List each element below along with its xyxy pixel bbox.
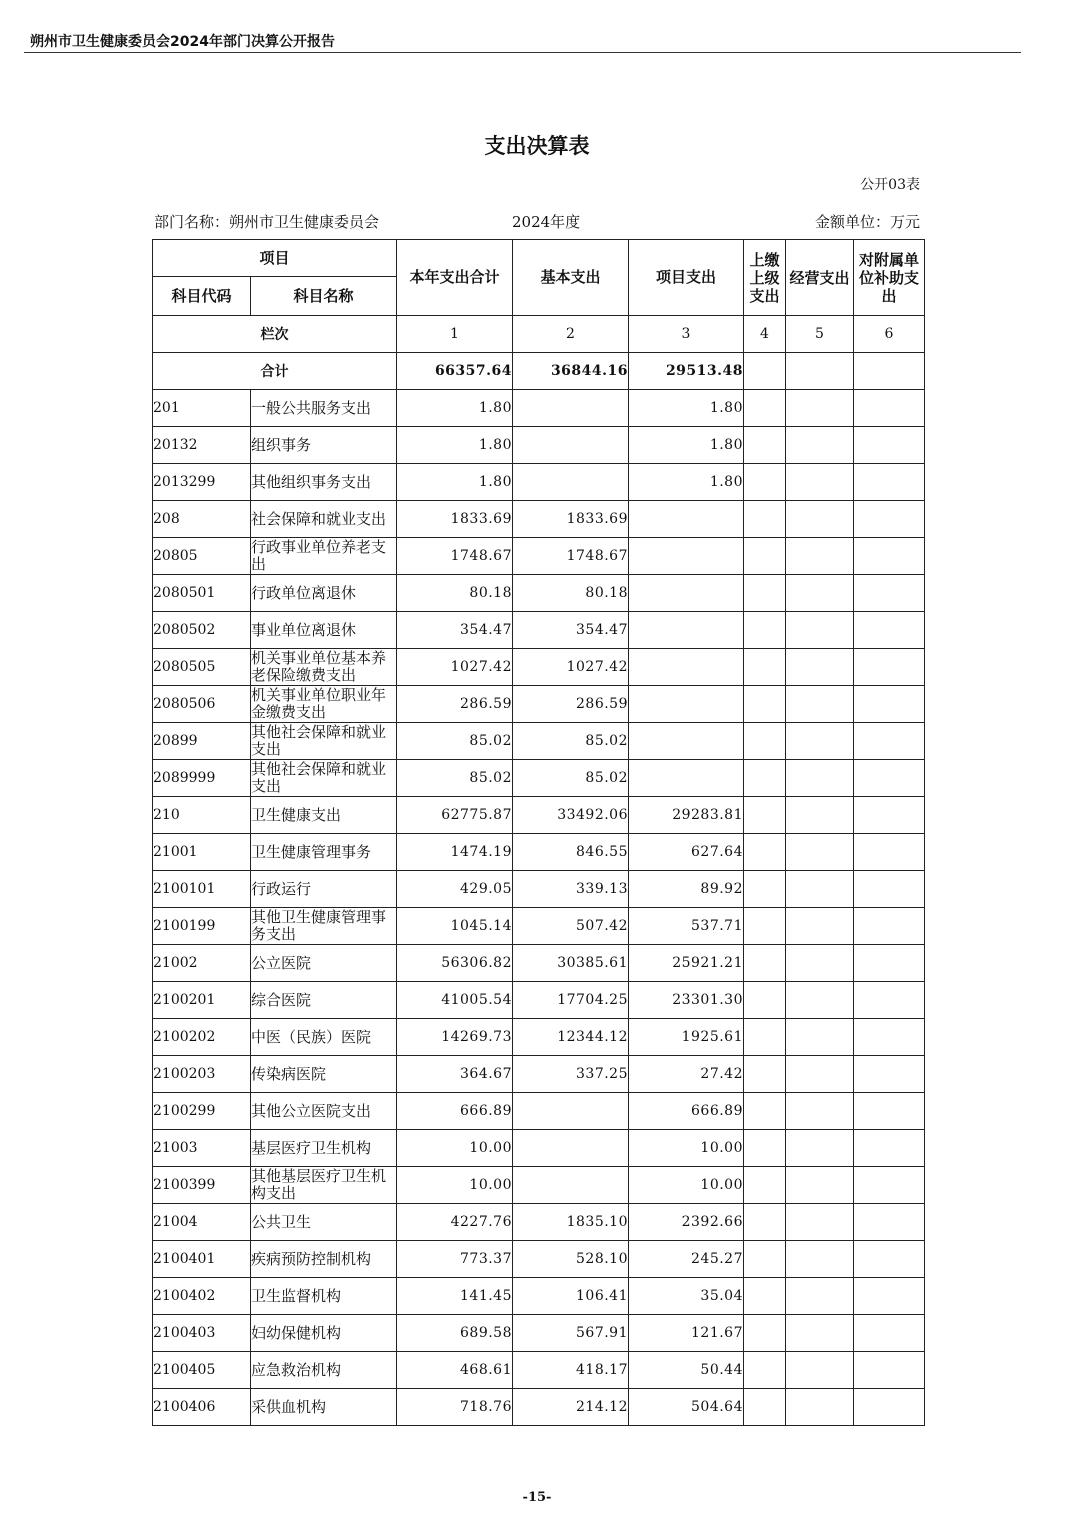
row-total: 1.80 xyxy=(397,390,513,427)
row-name: 传染病医院 xyxy=(251,1056,397,1093)
row-basic: 1748.67 xyxy=(513,538,629,575)
row-total: 10.00 xyxy=(397,1130,513,1167)
table-row xyxy=(153,1241,925,1278)
row-basic: 339.13 xyxy=(513,871,629,908)
row-code: 210 xyxy=(153,797,251,834)
empty-cell xyxy=(786,1278,854,1315)
empty-cell xyxy=(854,982,925,1019)
row-project xyxy=(629,649,744,686)
total-amount: 66357.64 xyxy=(397,353,513,390)
empty-cell xyxy=(854,1130,925,1167)
row-code: 21001 xyxy=(153,834,251,871)
empty-cell xyxy=(786,353,854,390)
row-total: 62775.87 xyxy=(397,797,513,834)
total-label: 合计 xyxy=(153,353,397,390)
empty-cell xyxy=(744,760,786,797)
empty-cell xyxy=(744,390,786,427)
row-project xyxy=(629,612,744,649)
row-name: 疾病预防控制机构 xyxy=(251,1241,397,1278)
table-row xyxy=(153,982,925,1019)
empty-cell xyxy=(854,908,925,945)
row-project: 121.67 xyxy=(629,1315,744,1352)
table-row xyxy=(153,612,925,649)
row-basic: 17704.25 xyxy=(513,982,629,1019)
row-project: 2392.66 xyxy=(629,1204,744,1241)
row-total: 85.02 xyxy=(397,723,513,760)
empty-cell xyxy=(744,1167,786,1204)
table-row xyxy=(153,1278,925,1315)
index-cell: 1 xyxy=(397,316,513,353)
empty-cell xyxy=(744,1019,786,1056)
empty-cell xyxy=(786,797,854,834)
row-name: 卫生健康管理事务 xyxy=(251,834,397,871)
empty-cell xyxy=(854,612,925,649)
table-row xyxy=(153,1093,925,1130)
row-total: 468.61 xyxy=(397,1352,513,1389)
empty-cell xyxy=(854,1167,925,1204)
empty-cell xyxy=(854,1204,925,1241)
table-row xyxy=(153,1167,925,1204)
row-project: 10.00 xyxy=(629,1167,744,1204)
table-row xyxy=(153,649,925,686)
total-header: 本年支出合计 xyxy=(397,240,513,316)
row-code: 2080501 xyxy=(153,575,251,612)
row-basic: 1027.42 xyxy=(513,649,629,686)
empty-cell xyxy=(744,686,786,723)
table-row xyxy=(153,464,925,501)
index-cell: 2 xyxy=(513,316,629,353)
row-total: 41005.54 xyxy=(397,982,513,1019)
table-row xyxy=(153,538,925,575)
empty-cell xyxy=(854,1315,925,1352)
empty-cell xyxy=(854,760,925,797)
empty-cell xyxy=(786,1167,854,1204)
row-code: 2100406 xyxy=(153,1389,251,1426)
row-code: 2080506 xyxy=(153,686,251,723)
row-name: 其他社会保障和就业支出 xyxy=(251,760,397,797)
row-name: 行政运行 xyxy=(251,871,397,908)
empty-cell xyxy=(786,686,854,723)
code-header: 科目代码 xyxy=(153,277,251,316)
row-total: 718.76 xyxy=(397,1389,513,1426)
row-basic xyxy=(513,427,629,464)
table-row xyxy=(153,575,925,612)
row-name: 公立医院 xyxy=(251,945,397,982)
table-row xyxy=(153,797,925,834)
empty-cell xyxy=(854,390,925,427)
row-code: 2080502 xyxy=(153,612,251,649)
column-index-row xyxy=(153,316,925,353)
empty-cell xyxy=(744,575,786,612)
row-basic xyxy=(513,464,629,501)
empty-cell xyxy=(786,1352,854,1389)
table-row xyxy=(153,834,925,871)
row-project: 504.64 xyxy=(629,1389,744,1426)
row-basic: 85.02 xyxy=(513,760,629,797)
empty-cell xyxy=(786,982,854,1019)
row-name: 机关事业单位职业年金缴费支出 xyxy=(251,686,397,723)
empty-cell xyxy=(744,1315,786,1352)
row-project xyxy=(629,760,744,797)
row-basic: 33492.06 xyxy=(513,797,629,834)
row-project: 23301.30 xyxy=(629,982,744,1019)
row-project xyxy=(629,501,744,538)
empty-cell xyxy=(854,649,925,686)
empty-cell xyxy=(786,834,854,871)
empty-cell xyxy=(744,1389,786,1426)
row-code: 2100101 xyxy=(153,871,251,908)
empty-cell xyxy=(854,353,925,390)
empty-cell xyxy=(786,1093,854,1130)
row-name: 其他卫生健康管理事务支出 xyxy=(251,908,397,945)
empty-cell xyxy=(854,501,925,538)
table-row xyxy=(153,945,925,982)
row-code: 2100202 xyxy=(153,1019,251,1056)
row-code: 21004 xyxy=(153,1204,251,1241)
row-name: 事业单位离退休 xyxy=(251,612,397,649)
empty-cell xyxy=(744,723,786,760)
row-name: 采供血机构 xyxy=(251,1389,397,1426)
table-row xyxy=(153,1389,925,1426)
empty-cell xyxy=(786,871,854,908)
row-total: 773.37 xyxy=(397,1241,513,1278)
row-total: 80.18 xyxy=(397,575,513,612)
row-project xyxy=(629,686,744,723)
row-basic: 418.17 xyxy=(513,1352,629,1389)
row-code: 2089999 xyxy=(153,760,251,797)
row-code: 2013299 xyxy=(153,464,251,501)
row-name: 社会保障和就业支出 xyxy=(251,501,397,538)
row-total: 689.58 xyxy=(397,1315,513,1352)
row-project: 666.89 xyxy=(629,1093,744,1130)
row-code: 21003 xyxy=(153,1130,251,1167)
row-total: 14269.73 xyxy=(397,1019,513,1056)
row-basic: 12344.12 xyxy=(513,1019,629,1056)
row-project: 1925.61 xyxy=(629,1019,744,1056)
row-code: 208 xyxy=(153,501,251,538)
table-row xyxy=(153,908,925,945)
empty-cell xyxy=(786,760,854,797)
row-name: 基层医疗卫生机构 xyxy=(251,1130,397,1167)
row-name: 行政事业单位养老支出 xyxy=(251,538,397,575)
empty-cell xyxy=(786,538,854,575)
empty-cell xyxy=(786,390,854,427)
table-row xyxy=(153,1204,925,1241)
row-total: 1748.67 xyxy=(397,538,513,575)
row-name: 其他组织事务支出 xyxy=(251,464,397,501)
row-name: 卫生健康支出 xyxy=(251,797,397,834)
row-name: 卫生监督机构 xyxy=(251,1278,397,1315)
empty-cell xyxy=(786,1389,854,1426)
row-name: 其他基层医疗卫生机构支出 xyxy=(251,1167,397,1204)
row-project: 1.80 xyxy=(629,390,744,427)
table-row xyxy=(153,723,925,760)
row-project: 25921.21 xyxy=(629,945,744,982)
empty-cell xyxy=(786,464,854,501)
empty-cell xyxy=(744,1204,786,1241)
row-total: 286.59 xyxy=(397,686,513,723)
empty-cell xyxy=(854,464,925,501)
index-cell: 4 xyxy=(744,316,786,353)
table-row xyxy=(153,760,925,797)
row-basic: 85.02 xyxy=(513,723,629,760)
table-row xyxy=(153,1315,925,1352)
empty-cell xyxy=(786,1019,854,1056)
row-project xyxy=(629,538,744,575)
row-basic xyxy=(513,1093,629,1130)
empty-cell xyxy=(854,1056,925,1093)
empty-cell xyxy=(854,797,925,834)
row-project: 50.44 xyxy=(629,1352,744,1389)
row-basic: 354.47 xyxy=(513,612,629,649)
row-basic xyxy=(513,1167,629,1204)
empty-cell xyxy=(854,1352,925,1389)
row-total: 1027.42 xyxy=(397,649,513,686)
empty-cell xyxy=(786,945,854,982)
row-total: 56306.82 xyxy=(397,945,513,982)
row-name: 中医（民族）医院 xyxy=(251,1019,397,1056)
row-code: 2100402 xyxy=(153,1278,251,1315)
empty-cell xyxy=(744,945,786,982)
row-name: 组织事务 xyxy=(251,427,397,464)
empty-cell xyxy=(744,982,786,1019)
row-total: 10.00 xyxy=(397,1167,513,1204)
empty-cell xyxy=(786,427,854,464)
row-code: 21002 xyxy=(153,945,251,982)
empty-cell xyxy=(786,908,854,945)
row-project: 29283.81 xyxy=(629,797,744,834)
row-project: 89.92 xyxy=(629,871,744,908)
row-code: 2100299 xyxy=(153,1093,251,1130)
empty-cell xyxy=(786,723,854,760)
row-code: 2100403 xyxy=(153,1315,251,1352)
empty-cell xyxy=(744,1056,786,1093)
item-header: 项目 xyxy=(153,240,397,277)
empty-cell xyxy=(744,1093,786,1130)
index-cell: 3 xyxy=(629,316,744,353)
row-total: 666.89 xyxy=(397,1093,513,1130)
page-number: -15- xyxy=(522,1490,552,1505)
empty-cell xyxy=(744,834,786,871)
row-name: 机关事业单位基本养老保险缴费支出 xyxy=(251,649,397,686)
table-row xyxy=(153,1130,925,1167)
empty-cell xyxy=(786,1056,854,1093)
empty-cell xyxy=(854,834,925,871)
empty-cell xyxy=(786,1204,854,1241)
empty-cell xyxy=(744,871,786,908)
table-row xyxy=(153,871,925,908)
row-basic: 286.59 xyxy=(513,686,629,723)
total-project: 29513.48 xyxy=(629,353,744,390)
row-basic: 1833.69 xyxy=(513,501,629,538)
row-basic: 846.55 xyxy=(513,834,629,871)
row-name: 一般公共服务支出 xyxy=(251,390,397,427)
empty-cell xyxy=(744,538,786,575)
row-code: 2100399 xyxy=(153,1167,251,1204)
table-title: 支出决算表 xyxy=(484,134,590,158)
row-name: 行政单位离退休 xyxy=(251,575,397,612)
row-project: 1.80 xyxy=(629,427,744,464)
empty-cell xyxy=(854,1389,925,1426)
row-basic: 30385.61 xyxy=(513,945,629,982)
empty-cell xyxy=(744,353,786,390)
row-code: 2100201 xyxy=(153,982,251,1019)
row-code: 20899 xyxy=(153,723,251,760)
row-total: 1045.14 xyxy=(397,908,513,945)
empty-cell xyxy=(744,1278,786,1315)
row-basic: 567.91 xyxy=(513,1315,629,1352)
row-basic: 80.18 xyxy=(513,575,629,612)
empty-cell xyxy=(744,908,786,945)
fiscal-year: 2024年度 xyxy=(512,213,581,231)
row-total: 354.47 xyxy=(397,612,513,649)
empty-cell xyxy=(786,575,854,612)
row-name: 其他公立医院支出 xyxy=(251,1093,397,1130)
empty-cell xyxy=(744,1352,786,1389)
row-basic: 106.41 xyxy=(513,1278,629,1315)
row-project: 537.71 xyxy=(629,908,744,945)
row-code: 20805 xyxy=(153,538,251,575)
empty-cell xyxy=(786,649,854,686)
table-code: 公开03表 xyxy=(860,177,920,193)
table-row xyxy=(153,390,925,427)
empty-cell xyxy=(854,686,925,723)
table-row xyxy=(153,1056,925,1093)
amount-unit: 金额单位：万元 xyxy=(814,213,920,231)
upper-header: 上缴上级支出 xyxy=(744,240,786,316)
row-code: 201 xyxy=(153,390,251,427)
row-project xyxy=(629,723,744,760)
empty-cell xyxy=(854,1278,925,1315)
row-project: 245.27 xyxy=(629,1241,744,1278)
row-total: 364.67 xyxy=(397,1056,513,1093)
row-total: 4227.76 xyxy=(397,1204,513,1241)
empty-cell xyxy=(744,612,786,649)
empty-cell xyxy=(854,427,925,464)
row-basic: 1835.10 xyxy=(513,1204,629,1241)
row-code: 2100199 xyxy=(153,908,251,945)
row-total: 141.45 xyxy=(397,1278,513,1315)
row-total: 1474.19 xyxy=(397,834,513,871)
empty-cell xyxy=(854,538,925,575)
empty-cell xyxy=(786,501,854,538)
row-project: 627.64 xyxy=(629,834,744,871)
index-cell: 5 xyxy=(786,316,854,353)
row-project: 10.00 xyxy=(629,1130,744,1167)
table-row xyxy=(153,1019,925,1056)
row-name: 综合医院 xyxy=(251,982,397,1019)
empty-cell xyxy=(786,1315,854,1352)
table-row xyxy=(153,501,925,538)
department-name: 部门名称：朔州市卫生健康委员会 xyxy=(154,213,380,231)
row-basic xyxy=(513,1130,629,1167)
row-basic: 507.42 xyxy=(513,908,629,945)
row-basic: 214.12 xyxy=(513,1389,629,1426)
empty-cell xyxy=(744,797,786,834)
project-header: 项目支出 xyxy=(629,240,744,316)
table-row xyxy=(153,1352,925,1389)
report-header: 朔州市卫生健康委员会2024年部门决算公开报告 xyxy=(30,34,335,50)
row-code: 2100405 xyxy=(153,1352,251,1389)
subsidy-header: 对附属单位补助支出 xyxy=(854,240,925,316)
row-total: 429.05 xyxy=(397,871,513,908)
row-name: 其他社会保障和就业支出 xyxy=(251,723,397,760)
row-basic: 337.25 xyxy=(513,1056,629,1093)
row-name: 应急救治机构 xyxy=(251,1352,397,1389)
empty-cell xyxy=(854,723,925,760)
empty-cell xyxy=(786,1130,854,1167)
row-total: 1.80 xyxy=(397,427,513,464)
empty-cell xyxy=(854,1093,925,1130)
empty-cell xyxy=(744,1241,786,1278)
row-code: 2100401 xyxy=(153,1241,251,1278)
row-code: 2080505 xyxy=(153,649,251,686)
empty-cell xyxy=(854,1241,925,1278)
table-row xyxy=(153,686,925,723)
empty-cell xyxy=(854,575,925,612)
empty-cell xyxy=(744,464,786,501)
header-divider xyxy=(24,52,1021,53)
row-code: 2100203 xyxy=(153,1056,251,1093)
empty-cell xyxy=(744,1130,786,1167)
table-row xyxy=(153,427,925,464)
row-project: 35.04 xyxy=(629,1278,744,1315)
expenditure-table xyxy=(152,239,925,1426)
row-project: 1.80 xyxy=(629,464,744,501)
empty-cell xyxy=(854,871,925,908)
empty-cell xyxy=(744,427,786,464)
empty-cell xyxy=(854,945,925,982)
row-project: 27.42 xyxy=(629,1056,744,1093)
empty-cell xyxy=(744,649,786,686)
row-code: 20132 xyxy=(153,427,251,464)
row-total: 1.80 xyxy=(397,464,513,501)
empty-cell xyxy=(786,1241,854,1278)
index-label: 栏次 xyxy=(153,316,397,353)
business-header: 经营支出 xyxy=(786,240,854,316)
empty-cell xyxy=(786,612,854,649)
total-row xyxy=(153,353,925,390)
empty-cell xyxy=(854,1019,925,1056)
row-project xyxy=(629,575,744,612)
empty-cell xyxy=(744,501,786,538)
row-basic xyxy=(513,390,629,427)
row-total: 1833.69 xyxy=(397,501,513,538)
basic-header: 基本支出 xyxy=(513,240,629,316)
index-cell: 6 xyxy=(854,316,925,353)
row-name: 公共卫生 xyxy=(251,1204,397,1241)
row-total: 85.02 xyxy=(397,760,513,797)
row-name: 妇幼保健机构 xyxy=(251,1315,397,1352)
row-basic: 528.10 xyxy=(513,1241,629,1278)
name-header: 科目名称 xyxy=(251,277,397,316)
total-basic: 36844.16 xyxy=(513,353,629,390)
